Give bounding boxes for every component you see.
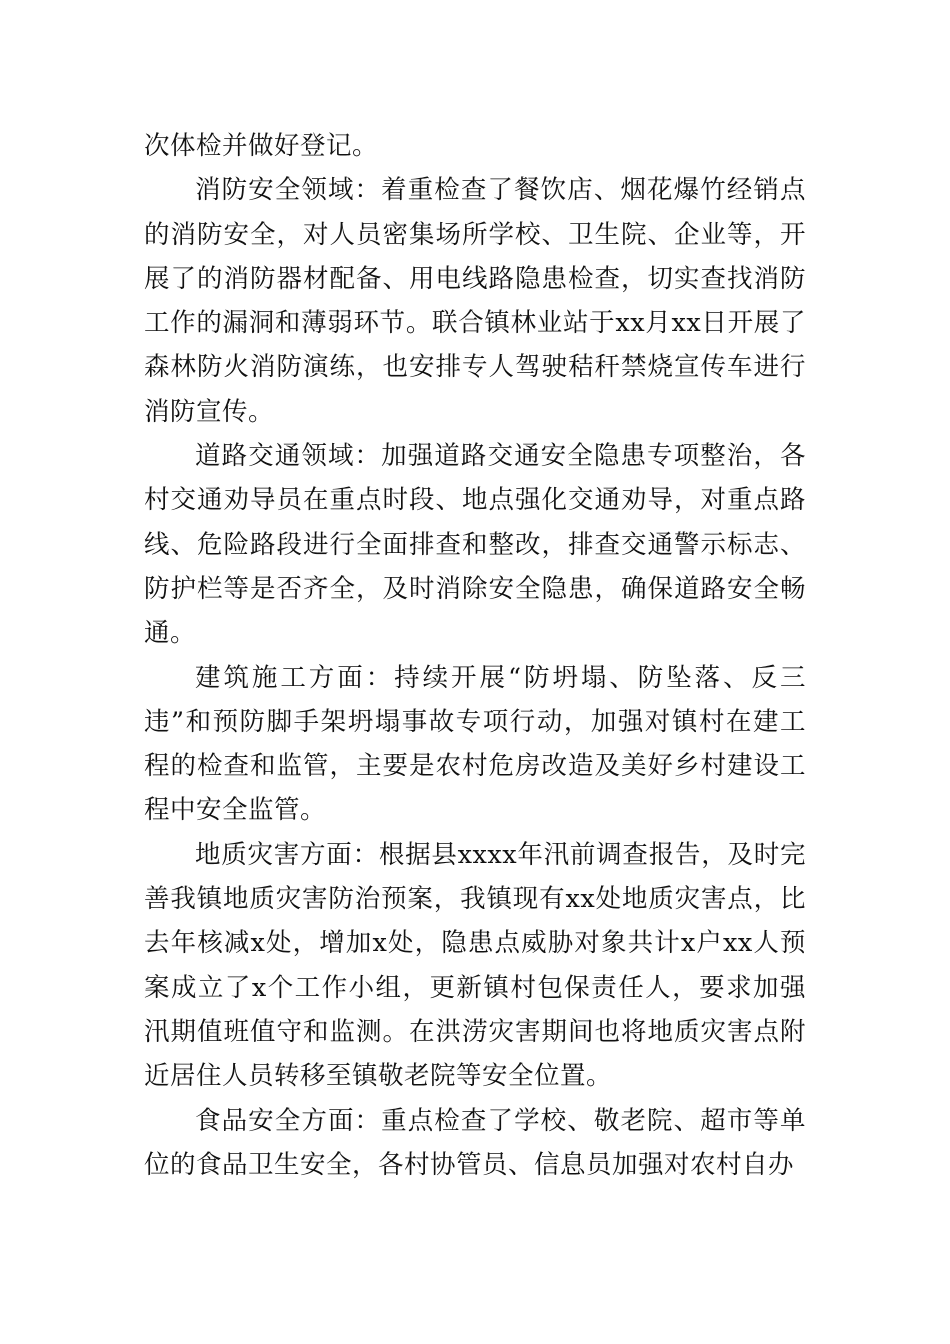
paragraph-construction: 建筑施工方面：持续开展“防坍塌、防坠落、反三违”和预防脚手架坍塌事故专项行动，加强对镇村在建工程的检查和监管，主要是农村危房改造及美好乡村建设工程中安全监管。: [144, 662, 806, 826]
paragraph-food-safety: 食品安全方面：重点检查了学校、敬老院、超市等单位的食品卫生安全，各村协管员、信息员加强对农村自办: [144, 1105, 806, 1180]
paragraph-road-traffic: 道路交通领域：加强道路交通安全隐患专项整治，各村交通劝导员在重点时段、地点强化交通劝导，对重点路线、危险路段进行全面排查和整改，排查交通警示标志、防护栏等是否齐全，及时消除安全隐患，确保道路安全畅通。: [144, 441, 806, 649]
paragraph-geological-hazards: 地质灾害方面：根据县xxxx年汛前调查报告，及时完善我镇地质灾害防治预案，我镇现有xx处地质灾害点，比去年核减x处，增加x处，隐患点威胁对象共计x户xx人预案成立了x个工作小组，更新镇村包保责任人，要求加强汛期值班值守和监测。在洪涝灾害期间也将地质灾害点附近居住人员转移至镇敬老院等安全位置。: [144, 839, 806, 1092]
paragraph-continuation: 次体检并做好登记。: [144, 131, 379, 161]
document-body: [144, 124, 806, 1187]
paragraph-fire-safety: 消防安全领域：着重检查了餐饮店、烟花爆竹经销点的消防安全，对人员密集场所学校、卫生院、企业等，开展了的消防器材配备、用电线路隐患检查，切实查找消防工作的漏洞和薄弱环节。联合镇林业站于xx月xx日开展了森林防火消防演练，也安排专人驾驶秸秆禁烧宣传车进行消防宣传。: [144, 175, 806, 427]
